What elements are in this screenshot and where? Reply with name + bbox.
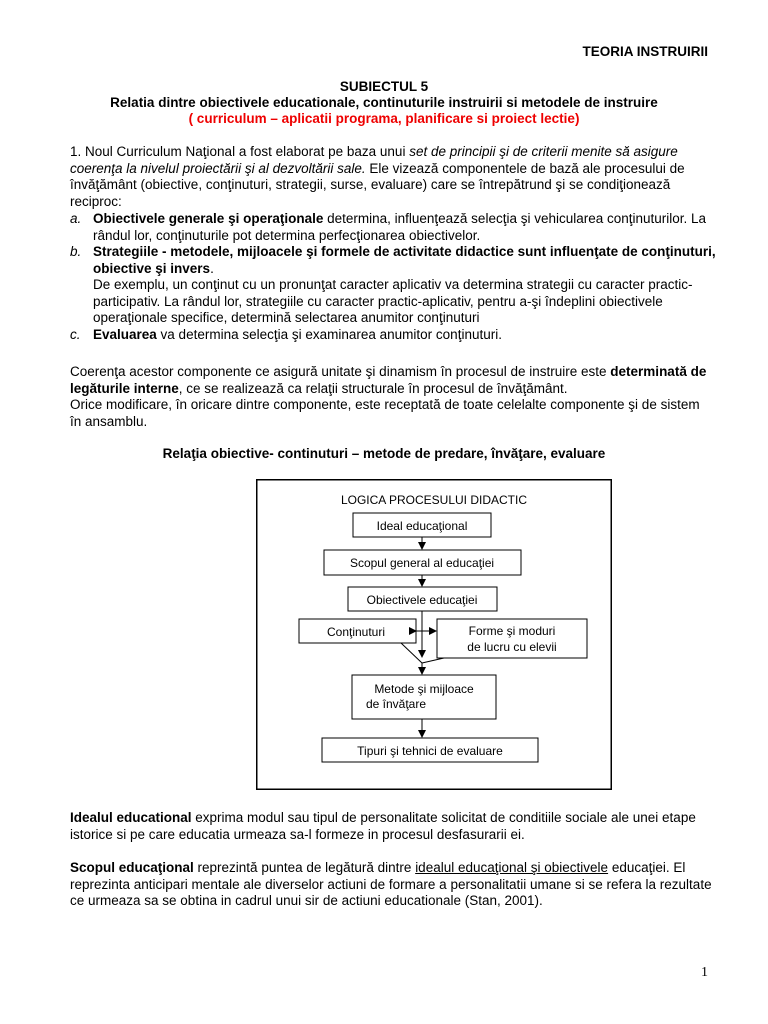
intro-tail: Ele vizează componentele de bază ale procesului de învăţământ (obiective, conţinuturi, strategii, surse, evaluare) care se întrepătrund şi se condiţionează reciproc: xyxy=(70,160,685,209)
coherence-tail: , ce se realizează ca relaţii structurale în procesul de învăţământ. xyxy=(178,380,568,396)
list-item-bold: Strategiile - metodele, mijloacele şi formele de activitate didactice sunt influenţate de conţinuturi, obiective şi invers xyxy=(93,244,716,276)
list-marker: b. xyxy=(70,244,82,259)
list-item xyxy=(70,244,720,327)
list-marker: a. xyxy=(70,211,82,226)
forme-label-2: de lucru cu elevii xyxy=(467,640,557,654)
idealul-paragraph xyxy=(70,810,720,843)
line-continuturi-junction xyxy=(401,643,422,663)
scopul-tail: educaţiei. El reprezinta anticipari mentale ale diverselor actiuni de formare a personalitatii umane si se refera la rezultate ce urmeaza sa se obtina in cadrul unui sir de actiuni educationale (Stan, 2001). xyxy=(70,860,712,908)
didactic-process-diagram xyxy=(256,479,612,790)
metode-label-1: Metode şi mijloace xyxy=(374,682,474,696)
running-header: TEORIA INSTRUIRII xyxy=(582,44,708,59)
scopul-bold: Scopul educaţional xyxy=(70,860,194,875)
list-item xyxy=(70,327,720,344)
list-item-bold: Obiectivele generale şi operaţionale xyxy=(93,211,324,226)
scopul-underline: idealul educaţional şi obiectivele xyxy=(415,860,609,875)
component-list xyxy=(70,211,720,343)
coherence-paragraph xyxy=(70,364,710,430)
forme-label-1: Forme şi moduri xyxy=(468,624,556,638)
scop-label: Scopul general al educaţiei xyxy=(349,556,495,570)
page-number: 1 xyxy=(701,965,708,980)
document-title: Relatia dintre obiectivele educationale, continuturile instruirii si metodele de instruire xyxy=(110,95,658,110)
diagram-caption: Relaţia obiective- continuturi – metode de predare, învăţare, evaluare xyxy=(162,446,606,461)
line-forme-junction xyxy=(422,658,444,663)
list-item-bold: Evaluarea xyxy=(93,326,157,342)
idealul-bold: Idealul educational xyxy=(70,810,192,825)
intro-italic: set de principii şi de criterii menite să asigure coerenţa la nivelul proiectării şi al dezvoltării sale. xyxy=(70,144,678,176)
coherence-lead: Coerenţa acestor componente ce asigură unitate şi dinamism în procesul de instruire este xyxy=(70,364,611,379)
subject-number: SUBIECTUL 5 xyxy=(339,79,429,94)
list-item xyxy=(70,211,720,244)
ideal-label: Ideal educaţional xyxy=(376,519,468,533)
diagram-title: LOGICA PROCESULUI DIDACTIC xyxy=(340,493,528,507)
list-item-text: determina, influenţează selecţia şi vehicularea conţinuturilor. La rândul lor, conţinuturile pot determina perfecţionarea obiectivelor. xyxy=(93,211,707,243)
metode-label-2: de învăţare xyxy=(365,697,427,711)
tipuri-label: Tipuri şi tehnici de evaluare xyxy=(357,744,503,758)
scopul-lead: reprezintă puntea de legătură dintre xyxy=(193,860,416,875)
idealul-text: exprima modul sau tipul de personalitate solicitat de conditiile sociale ale unei etape istorice si pe care educatia urmeaza sa-l formeze in procesul desfasurarii ei. xyxy=(70,810,696,842)
continuturi-label: Conţinuturi xyxy=(326,625,386,639)
intro-paragraph xyxy=(70,144,710,210)
obiective-label: Obiectivele educaţiei xyxy=(366,593,478,607)
document-subtitle: ( curriculum – aplicatii programa, planificare si proiect lectie) xyxy=(188,111,580,126)
list-item-text: . xyxy=(210,260,214,276)
coherence-bold: determinată de legăturile interne xyxy=(70,364,707,396)
list-marker: c. xyxy=(70,326,81,342)
coherence-line2: Orice modificare, în oricare dintre componente, este receptată de toate celelalte componente şi de sistem în ansamblu. xyxy=(70,397,700,429)
scopul-paragraph xyxy=(70,860,720,910)
list-item-text: va determina selecţia şi examinarea anumitor conţinuturi. xyxy=(156,326,502,342)
list-item-example: De exemplu, un conţinut cu un pronunţat caracter aplicativ va determina strategii cu caracter practic-participativ. La rândul lor, strategiile cu caracter practic-aplicativ, pentru a-şi îndeplini obiectivele operaţionale specifice, determină selectarea anumitor conţinuturi xyxy=(93,277,693,325)
intro-lead: 1. Noul Curriculum Naţional a fost elaborat pe baza unui xyxy=(70,144,410,159)
